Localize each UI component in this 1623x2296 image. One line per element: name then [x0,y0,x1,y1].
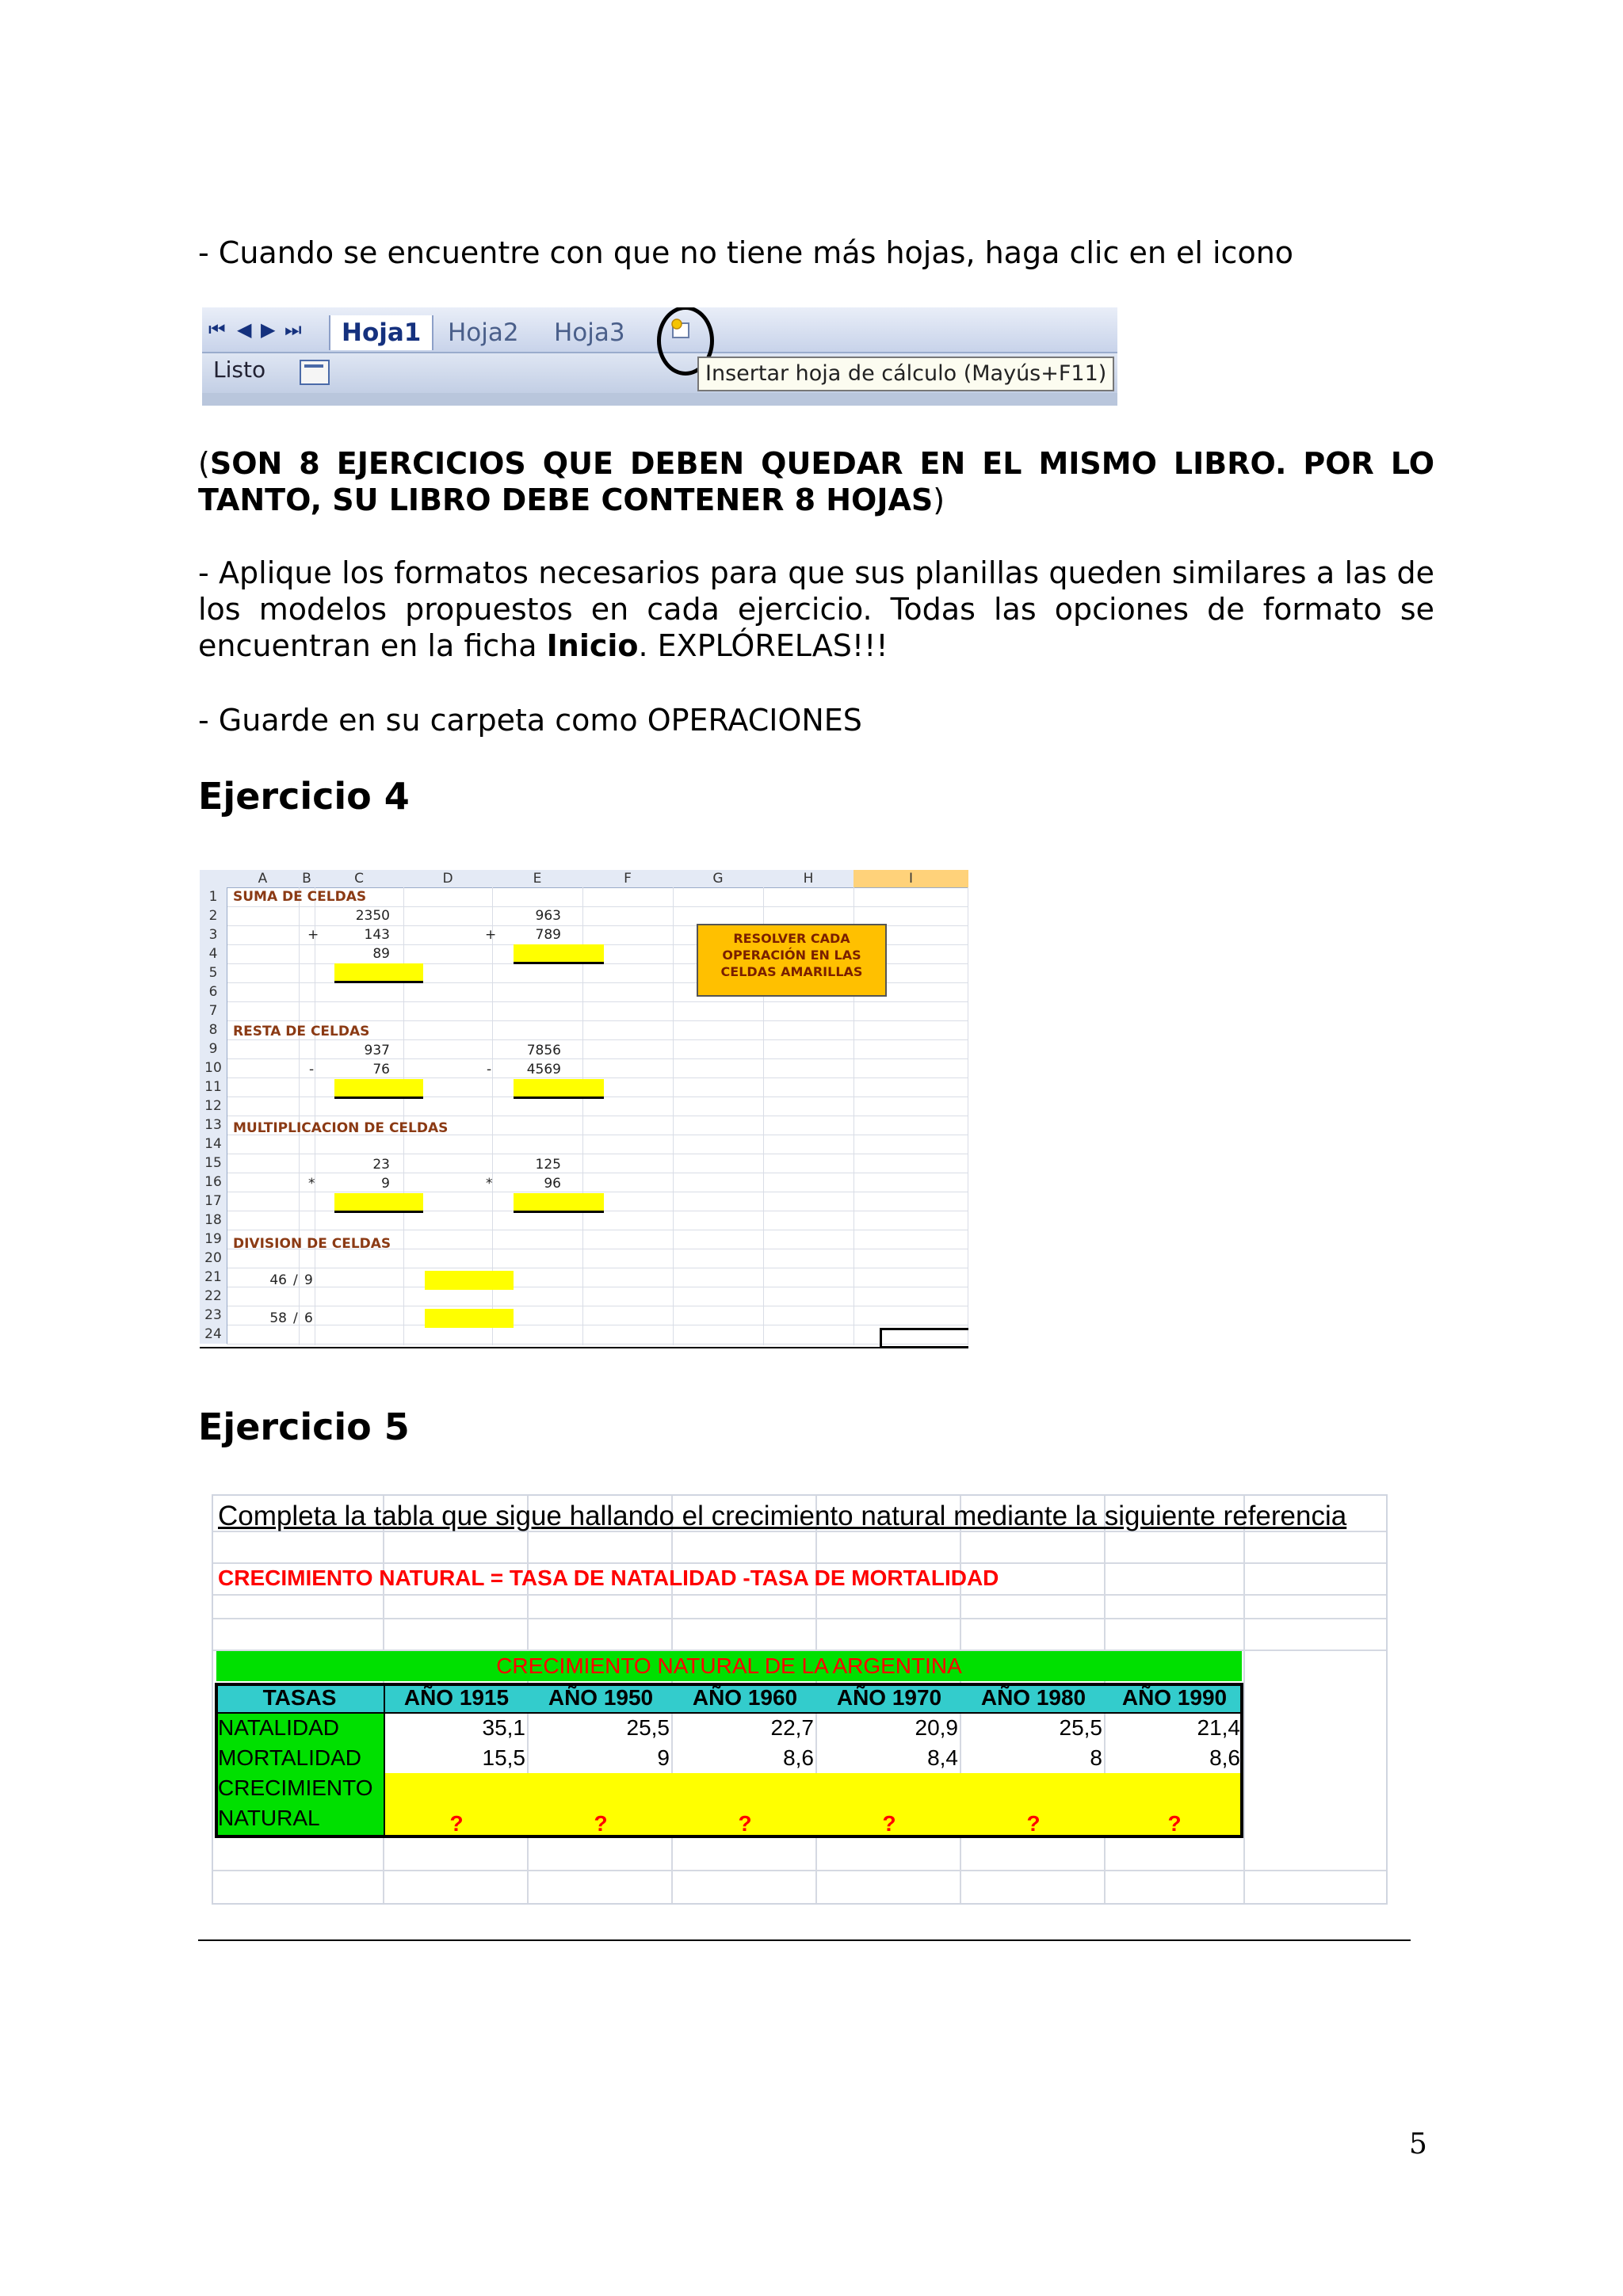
row-label-natalidad: NATALIDAD [215,1713,384,1743]
row-number: 2 [200,906,227,925]
ej4-title: Ejercicio 4 [198,775,410,818]
op-minus: - [487,1062,492,1077]
first-sheet-icon[interactable]: ⏮ [208,318,226,341]
row-number: 15 [200,1154,227,1173]
intro-text: - Cuando se encuentre con que no tiene más hojas, haga clic en el icono [198,235,1294,270]
normal-view-icon[interactable] [300,360,330,385]
col-header: H [763,870,854,888]
answer-cell[interactable] [514,944,604,964]
label-suma: SUMA DE CELDAS [233,889,367,905]
header-year: AÑO 1950 [529,1683,673,1713]
row-number: 24 [200,1325,227,1344]
natalidad-value: 20,9 [915,1715,958,1740]
col-header: D [403,870,492,888]
cell-c5: 89 [372,946,390,962]
row-number: 4 [200,944,227,963]
cell-e15: 125 [535,1157,561,1173]
row-number: 21 [200,1268,227,1287]
next-sheet-icon[interactable]: ▶ [261,318,276,341]
prev-sheet-icon[interactable]: ◀ [237,318,252,341]
answer-cell[interactable] [334,1079,423,1099]
header-year: AÑO 1915 [384,1683,529,1713]
status-text: Listo [213,357,266,383]
cell-e16: 96 [544,1176,561,1192]
mortalidad-value: 8,6 [783,1745,814,1770]
header-year: AÑO 1970 [817,1683,961,1713]
row-number: 3 [200,925,227,944]
natalidad-value: 21,4 [1197,1715,1240,1740]
row-number: 1 [200,887,227,906]
div-op: / [293,1272,298,1288]
last-sheet-icon[interactable]: ⏭ [285,318,302,341]
col-header: F [582,870,673,888]
ej5-table-title: CRECIMIENTO NATURAL DE LA ARGENTINA [216,1651,1242,1681]
row-number: 10 [200,1058,227,1077]
op-times: * [308,1176,315,1192]
ej5-spreadsheet [212,1494,1388,1905]
header-year: AÑO 1980 [961,1683,1106,1713]
natalidad-value: 25,5 [626,1715,670,1740]
format-instructions: - Aplique los formatos necesarios para que sus planillas queden similares a las de los modelos propuestos en cada ejercicio. Todas las opciones de formato se encuentran en la ficha Inicio. EXPLÓRELAS!!! [198,555,1434,663]
cell-c3: 2350 [355,908,390,924]
header-year: AÑO 1990 [1106,1683,1243,1713]
div-dividend: 46 [269,1272,287,1288]
col-header: E [492,870,582,888]
crecimiento-table [215,1683,1243,1838]
row-number: 22 [200,1287,227,1306]
header-year: AÑO 1960 [673,1683,817,1713]
mortalidad-value: 9 [657,1745,670,1770]
row-number: 8 [200,1020,227,1039]
ej5-title: Ejercicio 5 [198,1405,410,1448]
mortalidad-value: 8,4 [927,1745,958,1770]
cell-e3: 963 [535,908,561,924]
mortalidad-value: 15,5 [482,1745,525,1770]
div-divisor: 9 [304,1272,313,1288]
notice-bold: SON 8 EJERCICIOS QUE DEBEN QUEDAR EN EL MISMO LIBRO. POR LO TANTO, SU LIBRO DEBE CONTENER 8 HOJAS [198,446,1434,517]
row-number: 16 [200,1173,227,1192]
cell-c10: 937 [364,1043,390,1058]
col-header: B [299,870,315,888]
ej5-instruction: Completa la tabla que sigue hallando el crecimiento natural mediante la siguiente referencia [218,1501,1347,1531]
cell-c4: 143 [364,927,390,943]
col-header: G [673,870,763,888]
div-op: / [293,1310,298,1326]
row-number: 9 [200,1039,227,1058]
cell-c11: 76 [372,1062,390,1077]
cell-c15: 23 [372,1157,390,1173]
crecimiento-answer[interactable]: ? [673,1773,817,1838]
op-plus: + [307,927,319,943]
col-header: I [854,870,968,888]
row-number: 5 [200,963,227,982]
row-label-crecimiento: CRECIMIENTO NATURAL [215,1773,384,1838]
instruction-note: RESOLVER CADA OPERACIÓN EN LAS CELDAS AMARILLAS [697,924,887,997]
row-number: 19 [200,1230,227,1249]
row-number: 18 [200,1211,227,1230]
page-number: 5 [1409,2128,1427,2161]
crecimiento-answer[interactable]: ? [961,1773,1106,1838]
label-multiplicacion: MULTIPLICACION DE CELDAS [233,1120,449,1136]
selected-cell[interactable] [880,1328,968,1348]
div-dividend: 58 [269,1310,287,1326]
row-number: 23 [200,1306,227,1325]
crecimiento-answer[interactable]: ? [817,1773,961,1838]
op-times: * [486,1176,493,1192]
row-number: 14 [200,1135,227,1154]
row-number: 17 [200,1192,227,1211]
tab-hoja2[interactable]: Hoja2 [448,318,519,347]
sheet-tab-bar [202,307,1117,406]
col-header: A [227,870,299,888]
col-header: C [315,870,403,888]
op-plus: + [485,927,497,943]
row-number: 6 [200,982,227,1001]
ej5-formula: CRECIMIENTO NATURAL = TASA DE NATALIDAD -TASA DE MORTALIDAD [218,1566,999,1590]
crecimiento-answer[interactable]: ? [529,1773,673,1838]
cell-e4: 789 [535,927,561,943]
crecimiento-answer[interactable]: ? [384,1773,529,1838]
natalidad-value: 25,5 [1059,1715,1102,1740]
natalidad-value: 35,1 [482,1715,525,1740]
answer-cell[interactable] [514,1079,604,1099]
mortalidad-value: 8,6 [1209,1745,1240,1770]
answer-cell[interactable] [334,1193,423,1213]
notice-text: (SON 8 EJERCICIOS QUE DEBEN QUEDAR EN EL MISMO LIBRO. POR LO TANTO, SU LIBRO DEBE CONTENER 8 HOJAS) [198,446,1434,517]
natalidad-value: 22,7 [770,1715,814,1740]
tab-hoja3[interactable]: Hoja3 [554,318,625,347]
save-instruction: - Guarde en su carpeta como OPERACIONES [198,703,862,738]
cell-e10: 7856 [526,1043,561,1058]
ej4-spreadsheet [200,860,968,1353]
label-resta: RESTA DE CELDAS [233,1024,370,1039]
cell-c16: 9 [381,1176,390,1192]
row-number: 12 [200,1097,227,1116]
footer-rule [198,1939,1411,1941]
cell-e11: 4569 [526,1062,561,1077]
mortalidad-value: 8 [1090,1745,1102,1770]
answer-cell[interactable] [425,1309,514,1328]
row-number: 7 [200,1001,227,1020]
answer-cell[interactable] [334,963,423,983]
div-divisor: 6 [304,1310,313,1326]
op-minus: - [309,1062,315,1077]
label-division: DIVISION DE CELDAS [233,1236,391,1252]
row-number: 20 [200,1249,227,1268]
row-label-mortalidad: MORTALIDAD [215,1743,384,1773]
inicio-bold: Inicio [546,628,639,663]
insert-sheet-tooltip: Insertar hoja de cálculo (Mayús+F11) [697,357,1114,391]
answer-cell[interactable] [425,1271,514,1290]
crecimiento-answer[interactable]: ? [1106,1773,1243,1838]
row-number: 11 [200,1077,227,1097]
header-tasas: TASAS [215,1683,384,1713]
row-number: 13 [200,1116,227,1135]
tab-hoja1[interactable]: Hoja1 [329,315,433,350]
answer-cell[interactable] [514,1193,604,1213]
